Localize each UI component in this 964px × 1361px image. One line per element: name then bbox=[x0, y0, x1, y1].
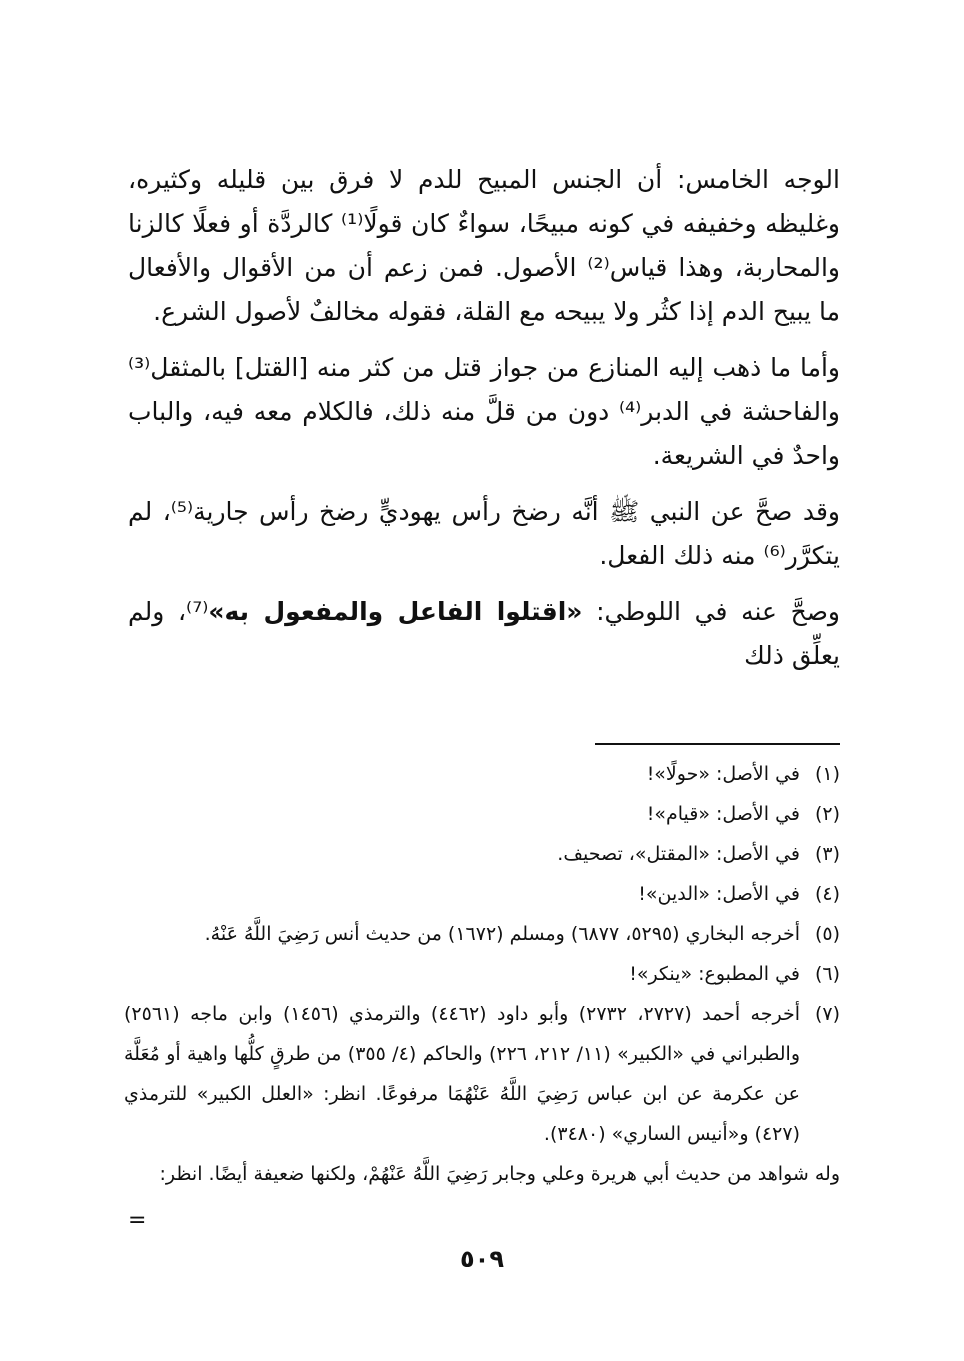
footnote-text: في الأصل: «قيام»! bbox=[646, 803, 800, 825]
page-number: ٥٠٩ bbox=[460, 1245, 504, 1273]
footnote-number: (١) bbox=[814, 763, 840, 785]
paragraph-trailing-text: ⁽⁷⁾، ولم يعلِّق ذلك bbox=[128, 597, 840, 670]
paragraph-opponent-view: وأما ما ذهب إليه المنازع من جواز قتل من كثر منه [القتل] بالمثقل⁽³⁾ والفاحشة في الدبر⁽⁴⁾ دون من قلَّ منه ذلك، فالكلام معه فيه، والباب واحدٌ في الشريعة. bbox=[128, 353, 840, 470]
continuation-mark: = bbox=[128, 1208, 147, 1233]
footnote-2 bbox=[124, 794, 840, 834]
paragraph-sodomite-hadith bbox=[128, 590, 840, 678]
footnote-number: (٢) bbox=[814, 803, 840, 825]
footnote-number: (٣) bbox=[814, 843, 840, 865]
footnote-text: أخرجه البخاري (٥٢٩٥، ٦٨٧٧) ومسلم (١٦٧٢) من حديث أنس رَضِيَ اللَّهُ عَنْهُ. bbox=[204, 923, 800, 945]
paragraph-lead-text: وصحَّ عنه في اللوطي: bbox=[582, 597, 841, 626]
footnote-number: (٧) bbox=[814, 1003, 840, 1025]
footnotes bbox=[124, 754, 840, 1194]
footnote-text: في الأصل: «الدين»! bbox=[638, 883, 800, 905]
footnote-text: في المطبوع: «ينكر»! bbox=[629, 963, 800, 985]
footnote-number: (٤) bbox=[814, 883, 840, 905]
footnote-5 bbox=[124, 914, 840, 954]
footnote-4 bbox=[124, 874, 840, 914]
footnote-continuation: وله شواهد من حديث أبي هريرة وعلي وجابر رَضِيَ اللَّهُ عَنْهُمْ، ولكنها ضعيفة أيضًا. انظر: bbox=[159, 1163, 840, 1185]
footnote-6 bbox=[124, 954, 840, 994]
footnote-separator bbox=[595, 743, 840, 745]
footnote-text: في الأصل: «حولًا»! bbox=[646, 763, 800, 785]
main-text bbox=[128, 158, 840, 690]
footnote-text: في الأصل: «المقتل»، تصحيف. bbox=[557, 843, 800, 865]
paragraph-prophet-hadith: وقد صحَّ عن النبي ﷺ أنَّه رضخ رأس يهوديٍّ رضخ رأس جارية⁽⁵⁾، لم يتكرَّر⁽⁶⁾ منه ذلك الفعل. bbox=[128, 497, 841, 570]
footnote-1 bbox=[124, 754, 840, 794]
paragraph-fifth-aspect: الوجه الخامس: أن الجنس المبيح للدم لا فرق بين قليله وكثيره، وغليظه وخفيفه في كونه مبيحًا، سواءٌ كان قولًا⁽¹⁾ كالردَّة أو فعلًا كالزنا والمحاربة، وهذا قياس⁽²⁾ الأصول. فمن زعم أن من الأقوال والأفعال ما يبيح الدم إذا كثُر ولا يبيحه مع القلة، فقوله مخالفٌ لأصول الشرع. bbox=[128, 165, 840, 326]
footnote-text: أخرجه أحمد (٢٧٢٧، ٢٧٣٢) وأبو داود (٤٤٦٢) والترمذي (١٤٥٦) وابن ماجه (٢٥٦١) والطبراني في «الكبير» (١١/ ٢١٢، ٢٢٦) والحاكم (٤/ ٣٥٥) من طرقٍ كلُّها واهية أو مُعَلَّة عن عكرمة عن ابن عباس رَضِيَ اللَّهُ عَنْهُمَا مرفوعًا. انظر: «العلل الكبير» للترمذي (٤٢٧) و«أنيس الساري» (٣٤٨٠). bbox=[124, 1003, 800, 1145]
footnote-number: (٥) bbox=[814, 923, 840, 945]
footnote-3 bbox=[124, 834, 840, 874]
footnote-number: (٦) bbox=[814, 963, 840, 985]
hadith-quote: «اقتلوا الفاعل والمفعول به» bbox=[208, 597, 583, 626]
footnote-7 bbox=[124, 994, 840, 1154]
